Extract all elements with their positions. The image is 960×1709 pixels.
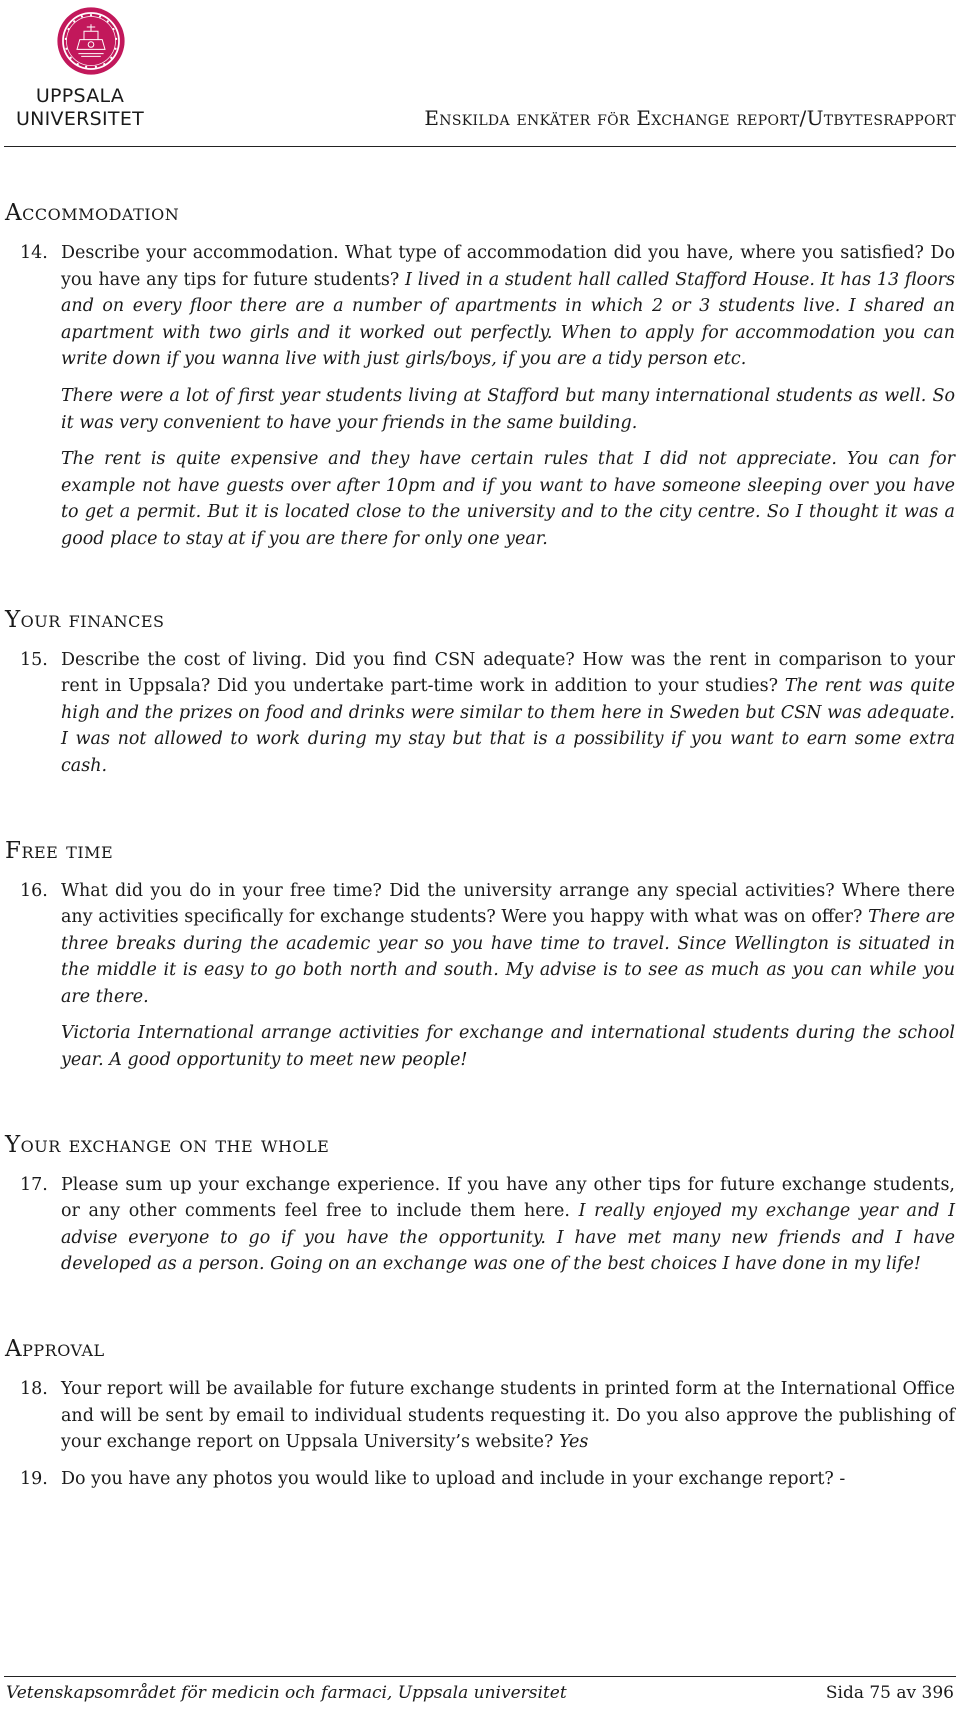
- section-title: Your exchange on the whole: [5, 1131, 330, 1158]
- question-number: 18.: [20, 1379, 48, 1400]
- university-name-line-2: UNIVERSITET: [15, 108, 145, 130]
- section-finances: [5, 607, 955, 780]
- section-exchange-whole: [5, 1132, 955, 1278]
- section-free-time: [5, 838, 955, 1074]
- section-title: Your finances: [5, 606, 165, 633]
- footer-divider: [4, 1676, 956, 1677]
- question-18: [5, 1376, 955, 1456]
- question-number: 17.: [20, 1174, 48, 1195]
- section-accommodation: [5, 200, 955, 553]
- question-number: 14.: [20, 243, 48, 263]
- page-number: Sida 75 av 396: [825, 1683, 954, 1703]
- university-wordmark: [4, 85, 156, 131]
- question-14: [5, 240, 955, 553]
- header-divider: [4, 146, 956, 147]
- running-header-title: Enskilda enkäter för Exchange report/Utbytesrapport: [424, 106, 956, 130]
- page-header: [0, 0, 960, 150]
- answer-text: Yes: [559, 1432, 589, 1453]
- question-text: Your report will be available for future exchange students in printed form at the International Office and will be sent by email to individual students requesting it. Do you also approve the publishing of your exchange report on Uppsala University’s website?: [61, 1379, 955, 1453]
- question-text: What did you do in your free time? Did the university arrange any special activities? Where there any activities specifically for exchange students? Were you happy with what was on offer?: [61, 880, 955, 928]
- question-text: Please sum up your exchange experience. If you have any other tips for future exchange students, or any other comments feel free to include them here.: [61, 1174, 955, 1222]
- question-text: Describe the cost of living. Did you find CSN adequate? How was the rent in comparison to your rent in Uppsala? Did you undertake part-time work in addition to your studies?: [61, 649, 955, 697]
- question-text: Do you have any photos you would like to upload and include in your exchange report?: [61, 1468, 834, 1489]
- question-number: 19.: [20, 1468, 48, 1489]
- footer-department: Vetenskapsområdet för medicin och farmaci, Uppsala universitet: [6, 1683, 567, 1703]
- page-content: [5, 200, 955, 1492]
- question-paragraph: [61, 240, 955, 373]
- answer-text: There are three breaks during the academic year so you have time to travel. Since Wellington is situated in the middle it is easy to go both north and south. My advise is to see as much as you can while you are there.: [61, 907, 955, 1007]
- answer-paragraph: There were a lot of first year students living at Stafford but many international students as well. So it was very convenient to have your friends in the same building.: [61, 385, 955, 433]
- answer-text: -: [839, 1468, 846, 1489]
- section-title: Free time: [5, 837, 114, 864]
- question-17: [5, 1172, 955, 1278]
- page-footer: [6, 1682, 954, 1704]
- question-paragraph: [61, 1466, 955, 1493]
- answer-text: I really enjoyed my exchange year and I advise everyone to go if you have the opportunity. I have met many new friends and I have developed as a person. Going on an exchange was one of the best choices I have done in my life!: [61, 1201, 955, 1275]
- question-number: 16.: [20, 880, 48, 901]
- question-paragraph: [61, 647, 955, 780]
- question-19: [5, 1466, 955, 1493]
- question-text: Describe your accommodation. What type of accommodation did you have, where you satisfied? Do you have any tips for future students?: [61, 243, 955, 290]
- section-title: Accommodation: [5, 200, 180, 226]
- answer-text: I lived in a student hall called Stafford House. It has 13 floors and on every floor there are a number of apartments in which 2 or 3 students live. I shared an apartment with two girls and it worked out perfectly. When to apply for accommodation you can write down if you wanna live with just girls/boys, if you are a tidy person etc.: [61, 269, 955, 370]
- answer-paragraph: Victoria International arrange activities for exchange and international students during the school year. A good opportunity to meet new people!: [61, 1023, 955, 1071]
- section-approval: [5, 1336, 955, 1492]
- question-paragraph: [61, 1376, 955, 1456]
- question-16: [5, 878, 955, 1074]
- answer-text: The rent was quite high and the prizes on food and drinks were similar to them here in Sweden but CSN was adequate. I was not allowed to work during my stay but that is a possibility if you want to earn some extra cash.: [61, 676, 955, 776]
- university-seal-icon: [56, 6, 126, 76]
- question-15: [5, 647, 955, 780]
- question-paragraph: [61, 1172, 955, 1278]
- answer-paragraph: The rent is quite expensive and they have certain rules that I did not appreciate. You can for example not have guests over after 10pm and if you want to have someone sleeping over you have to get a permit. But it is located close to the university and to the city centre. So I thought it was a good place to stay at if you are there for only one year.: [61, 449, 955, 549]
- university-name-line-1: UPPSALA: [35, 85, 125, 107]
- question-paragraph: [61, 878, 955, 1011]
- section-title: Approval: [5, 1336, 105, 1363]
- question-number: 15.: [20, 649, 48, 670]
